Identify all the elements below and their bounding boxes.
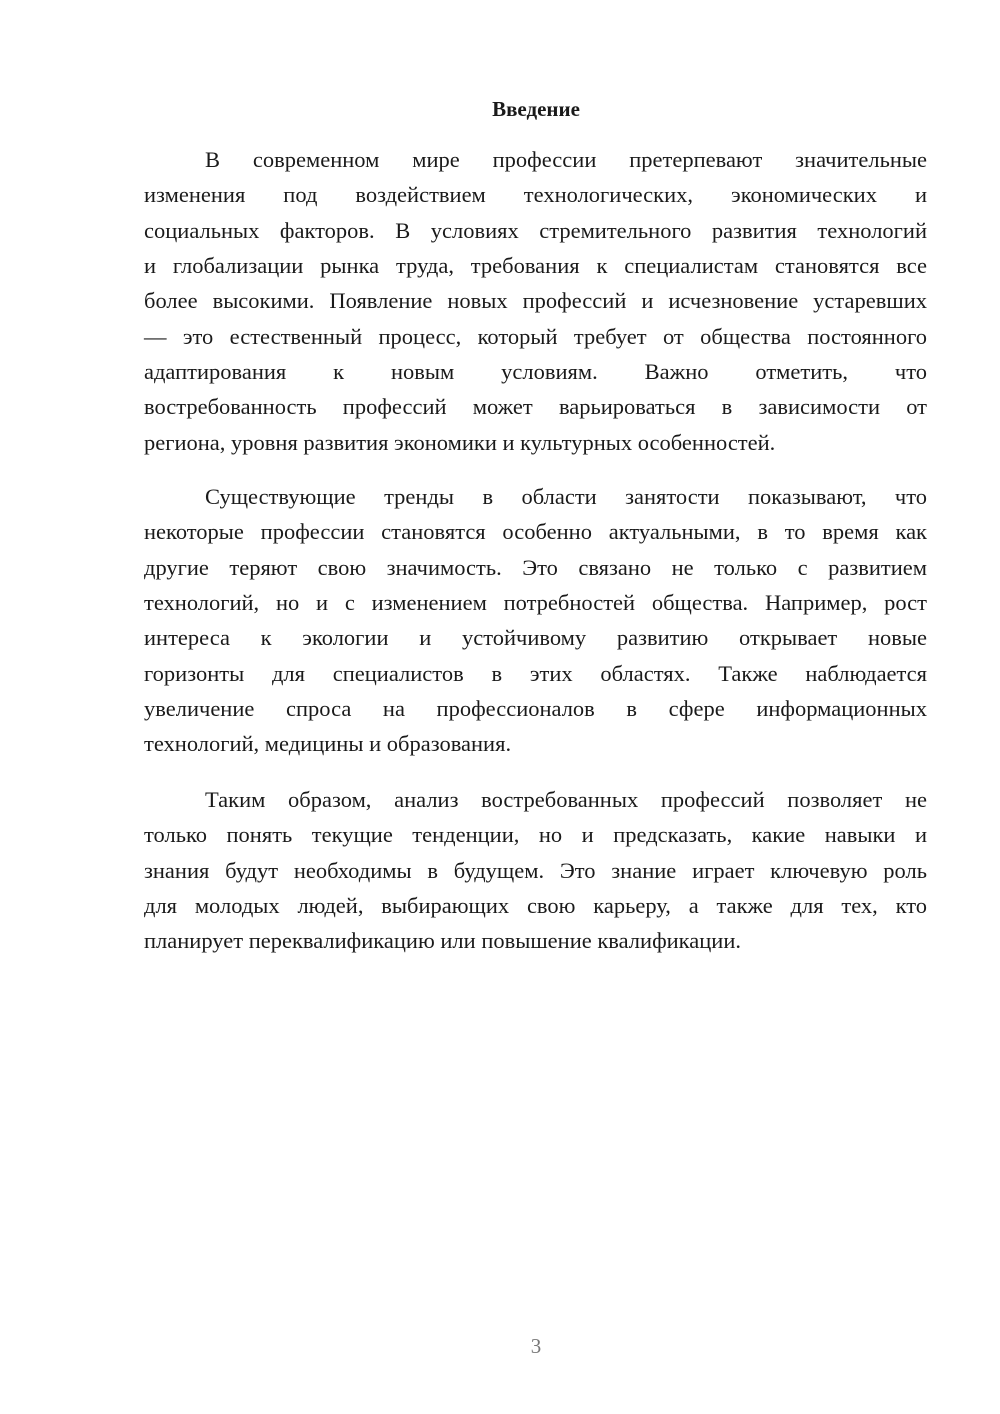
text-line: региона, уровня развития экономики и культурных особенностей.: [144, 429, 776, 455]
page-number: 3: [530, 1334, 542, 1358]
text-line: для молодых людей, выбирающих свою карьеру, а также для тех, кто: [144, 893, 927, 919]
text-line: интереса к экологии и устойчивому развитию открывает новые: [144, 625, 927, 651]
text-line: изменения под воздействием технологических, экономических и: [144, 182, 927, 208]
paragraph: [144, 142, 927, 460]
paragraph: [144, 782, 927, 959]
text-line: адаптирования к новым условиям. Важно отметить, что: [144, 359, 927, 385]
text-line: более высокими. Появление новых профессий и исчезновение устаревших: [144, 288, 927, 314]
text-line: только понять текущие тенденции, но и предсказать, какие навыки и: [144, 822, 927, 848]
text-line: технологий, но и с изменением потребностей общества. Например, рост: [144, 590, 927, 616]
paragraph: [144, 479, 927, 762]
section-heading: Введение: [492, 97, 580, 121]
text-line: — это естественный процесс, который требует от общества постоянного: [144, 323, 927, 349]
text-line: знания будут необходимы в будущем. Это знание играет ключевую роль: [144, 857, 927, 883]
text-line: технологий, медицины и образования.: [144, 731, 512, 757]
text-line: и глобализации рынка труда, требования к специалистам становятся все: [144, 253, 927, 279]
text-line: другие теряют свою значимость. Это связано не только с развитием: [144, 554, 927, 580]
text-line: горизонты для специалистов в этих областях. Также наблюдается: [144, 660, 927, 686]
text-line: планирует переквалификацию или повышение квалификации.: [144, 928, 742, 954]
text-line: Существующие тренды в области занятости показывают, что: [205, 484, 927, 509]
text-line: социальных факторов. В условиях стремительного развития технологий: [144, 217, 927, 243]
text-line: некоторые профессии становятся особенно актуальными, в то время как: [144, 519, 927, 545]
text-line: В современном мире профессии претерпевают значительные: [205, 147, 927, 172]
text-line: востребованность профессий может варьироваться в зависимости от: [144, 394, 927, 420]
text-line: Таким образом, анализ востребованных профессий позволяет не: [205, 787, 927, 812]
text-line: увеличение спроса на профессионалов в сфере информационных: [144, 696, 927, 722]
